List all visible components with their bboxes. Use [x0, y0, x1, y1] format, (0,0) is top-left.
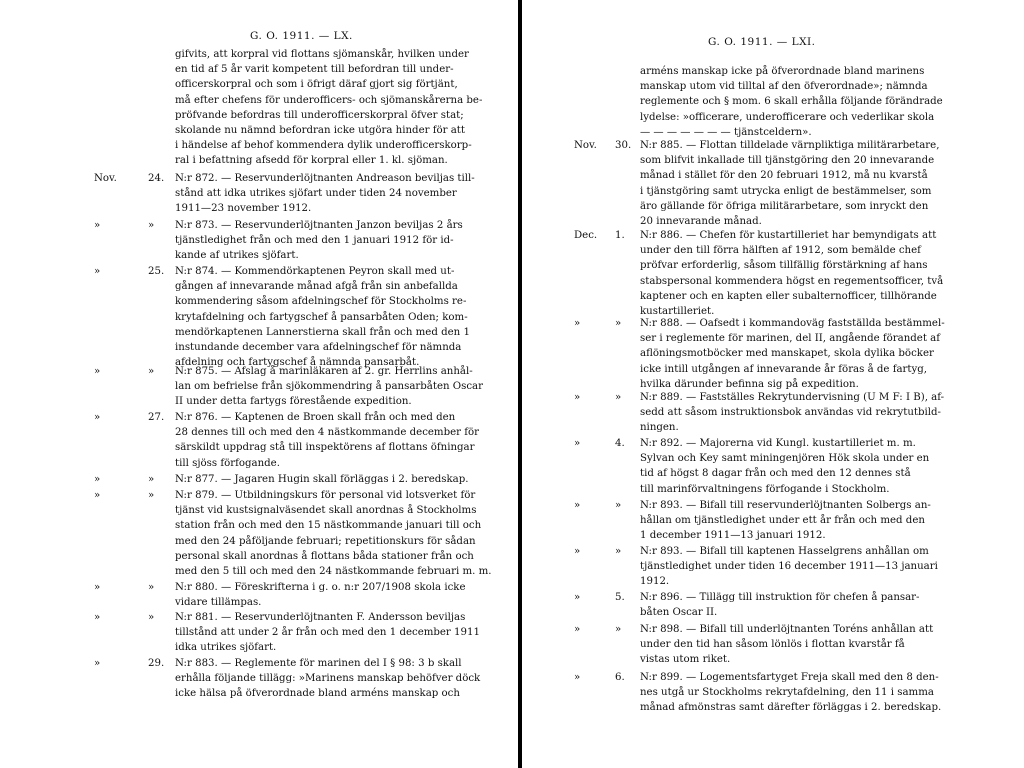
margin-month: » — [94, 366, 101, 377]
entry-text: N:r 873. — Reservunderlöjtnanten Janzon beviljas 2 års tjänstledighet från och med den 1 januari 1912 för id- kande af utrikes sjöfart. — [175, 220, 463, 262]
entry-text: N:r 899. — Logementsfartyget Freja skall med den 8 den- nes utgå ur Stockholms rekrytafdelning, den 11 i samma månad afmönstras samt därefter förläggas i 2. beredskap. — [640, 672, 942, 714]
entry-text: N:r 877. — Jagaren Hugin skall förläggas i 2. beredskap. — [175, 474, 469, 485]
margin-month: » — [94, 220, 101, 231]
margin-month: » — [574, 392, 581, 403]
margin-month: Nov. — [94, 173, 117, 184]
margin-month: » — [94, 658, 101, 669]
margin-day: » — [615, 392, 622, 403]
margin-month: » — [574, 592, 581, 603]
margin-month: » — [574, 672, 581, 683]
margin-day: 5. — [615, 592, 625, 603]
margin-day: 29. — [148, 658, 165, 669]
margin-month: » — [574, 624, 581, 635]
margin-day: » — [148, 490, 155, 501]
margin-month: » — [94, 474, 101, 485]
margin-month: » — [94, 612, 101, 623]
margin-day: » — [148, 582, 155, 593]
entry-text: N:r 896. — Tillägg till instruktion för chefen å pansar- båten Oscar II. — [640, 592, 920, 619]
margin-day: 25. — [148, 266, 165, 277]
margin-month: Nov. — [574, 140, 597, 151]
margin-month: » — [574, 318, 581, 329]
entry-text: gifvits, att korpral vid flottans sjömanskår, hvilken under en tid af 5 år varit kompetent till befordran till under- officerskorpral och som i öfrigt däraf gjort sig förtjänt, må efter chefens för underofficers- och sjömanskårerna be- pröfvande befordras till underofficerskorpral öfver stat; skolande nu nämnd befordran icke utgöra hinder för att i händelse af behof kommendera dylik underofficerskorp- ral i befattning afsedd för korpral eller 1. kl. sjöman. — [175, 49, 483, 167]
entry-text: N:r 892. — Majorerna vid Kungl. kustartilleriet m. m. Sylvan och Key samt miningenjören Hök skola under en tid af högst 8 dagar från och med den 12 dennes stå till marinförvaltningens förfogande i Stockholm. — [640, 438, 930, 495]
entry-text: N:r 876. — Kaptenen de Broen skall från och med den 28 dennes till och med den 4 nästkommande december för särskildt uppdrag stå till inspektörens af flottans öfningar till sjöss förfogande. — [175, 412, 480, 469]
entry-text: N:r 886. — Chefen för kustartilleriet har bemyndigats att under den till förra hälften af 1912, som bemälde chef pröfvar erforderlig, såsom tillfällig förstärkning af hans stabspersonal kommendera högst en regementsofficer, två kaptener och en kapten eller subalternofficer, tillhörande kustartilleriet. — [640, 230, 944, 318]
entry-text: arméns manskap icke på öfverordnade bland marinens manskap utom vid tilltal af den öfverordnade»; nämnda reglemente och § mom. 6 skall erhålla följande förändrade lydelse: »officerare, underofficerare och vederlikar skola — — — — — — — tjänstceldern». — [640, 66, 943, 138]
margin-day: » — [615, 318, 622, 329]
entry-text: N:r 893. — Bifall till reservunderlöjtnanten Solbergs an- hållan om tjänstledighet under ett år från och med den 1 december 1911—13 januari 1912. — [640, 500, 931, 542]
margin-day: » — [148, 366, 155, 377]
entry-text: N:r 885. — Flottan tilldelade värnpliktiga militärarbetare, som blifvit inkallade till tjänstgöring den 20 innevarande månad i stället för den 20 februari 1912, må nu kvarstå i tjänstgöring samt utrycka enligt de bestämmelser, som äro gällande för öfriga militärarbetare, som inryckt den 20 innevarande månad. — [640, 140, 940, 228]
entry-text: N:r 875. — Afslag å marinläkaren af 2. gr. Herrlins anhål- lan om befrielse från sjökommendring å pansarbåten Oscar II under detta fartygs förestående expedition. — [175, 366, 484, 408]
entry-text: N:r 880. — Föreskrifterna i g. o. n:r 207/1908 skola icke vidare tillämpas. — [175, 582, 466, 609]
margin-day: » — [615, 624, 622, 635]
margin-day: » — [615, 500, 622, 511]
margin-month: » — [94, 490, 101, 501]
margin-day: 6. — [615, 672, 625, 683]
entry-text: N:r 883. — Reglemente för marinen del I § 98: 3 b skall erhålla följande tillägg: »Marinens manskap behöfver döck icke hälsa på öfverordnade bland arméns manskap och — [175, 658, 481, 700]
margin-month: Dec. — [574, 230, 598, 241]
entry-text: N:r 881. — Reservunderlöjtnanten F. Andersson beviljas tillstånd att under 2 år från och med den 1 december 1911 idka utrikes sjöfart. — [175, 612, 480, 654]
entry-text: N:r 879. — Utbildningskurs för personal vid lotsverket för tjänst vid kustsignalväsendet skall anordnas å Stockholms station från och med den 15 nästkommande januari till och med den 24 påföljande februari; repetitionskurs för sådan personal skall anordnas å flottans båda stationer från och med den 5 till och med den 24 nästkommande februari m. m. — [175, 490, 492, 578]
margin-month: » — [94, 266, 101, 277]
margin-month: » — [574, 438, 581, 449]
margin-day: » — [148, 612, 155, 623]
entry-text: N:r 898. — Bifall till underlöjtnanten Toréns anhållan att under den tid han såsom lönlös i flottan kvarstår få vistas utom riket. — [640, 624, 934, 666]
margin-day: 1. — [615, 230, 625, 241]
page-header: G. O. 1911. — LXI. — [708, 36, 816, 48]
margin-day: » — [148, 474, 155, 485]
entry-text: N:r 872. — Reservunderlöjtnanten Andreason beviljas till- stånd att idka utrikes sjöfart under tiden 24 november 1911—23 november 1912. — [175, 173, 475, 215]
right-page — [522, 0, 1024, 768]
margin-day: 30. — [615, 140, 632, 151]
margin-month: » — [94, 582, 101, 593]
entry-text: N:r 893. — Bifall till kaptenen Hasselgrens anhållan om tjänstledighet under tiden 16 december 1911—13 januari 1912. — [640, 546, 938, 588]
page-header: G. O. 1911. — LX. — [250, 30, 353, 42]
margin-month: » — [94, 412, 101, 423]
margin-day: 24. — [148, 173, 165, 184]
margin-month: » — [574, 500, 581, 511]
entry-text: N:r 874. — Kommendörkaptenen Peyron skall med ut- gången af innevarande månad afgå från sin anbefallda kommendering såsom afdelningschef för Stockholms re- krytafdelning och fartygschef å pansarbåten Oden; kom- mendörkaptenen Lannerstierna skall från och med den 1 instundande december vara afdelningschef för nämnda afdelning och fartygschef å nämnda pansarbåt. — [175, 266, 470, 369]
margin-day: » — [148, 220, 155, 231]
margin-day: 4. — [615, 438, 625, 449]
margin-day: » — [615, 546, 622, 557]
entry-text: N:r 888. — Oafsedt i kommandoväg fastställda bestämmel- ser i reglemente för marinen, del II, angående förandet af aflöningsmotböcker med manskapet, skola dylika böcker icke intill utgången af innevarande år föras å de fartyg, hvilka därunder befinna sig på expedition. — [640, 318, 945, 390]
margin-month: » — [574, 546, 581, 557]
entry-text: N:r 889. — Fastställes Rekrytundervisning (U M F: I B), af- sedd att såsom instruktionsbok användas vid rekrytutbild- ningen. — [640, 392, 945, 434]
margin-day: 27. — [148, 412, 165, 423]
